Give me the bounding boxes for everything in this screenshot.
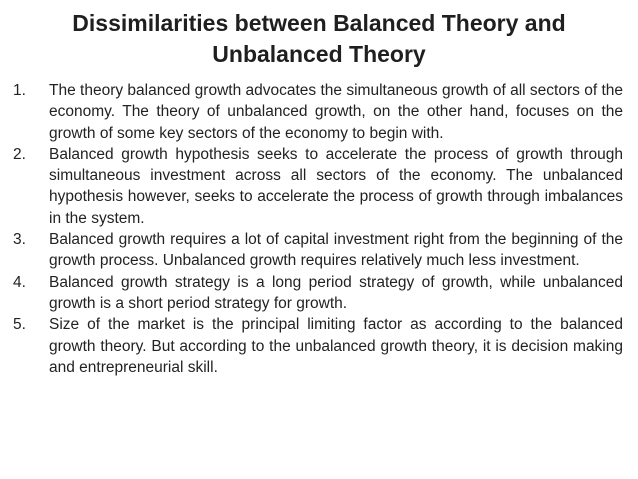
list-item <box>13 272 623 315</box>
list-item-number: 2. <box>13 145 26 163</box>
list-item-number: 4. <box>13 273 26 291</box>
list-item-number: 3. <box>13 231 26 249</box>
list-item-number: 1. <box>13 82 26 99</box>
list-item-text: Balanced growth requires a lot of capital investment right from the beginning of the growth process. Unbalanced growth requires relatively much less investment. <box>49 231 623 270</box>
list-item-text: The theory balanced growth advocates the simultaneous growth of all sectors of the economy. The theory of unbalanced growth, on the other hand, focuses on the growth of some key sectors of the economy to begin with. <box>49 82 623 142</box>
list-item-text: Size of the market is the principal limiting factor as according to the balanced growth theory. But according to the unbalanced growth theory, it is decision making and entrepreneurial skill. <box>49 316 623 376</box>
slide-title: Dissimilarities between Balanced Theory and Unbalanced Theory <box>72 10 566 67</box>
list-item <box>13 314 623 378</box>
list-item-text: Balanced growth hypothesis seeks to accelerate the process of growth through simultaneous investment across all sectors of the economy. The unbalanced hypothesis however, seeks to accelerate the process of growth through imbalances in the system. <box>49 145 623 227</box>
list-item-text: Balanced growth strategy is a long period strategy of growth, while unbalanced growth is a short period strategy for growth. <box>49 273 623 312</box>
list-item <box>13 144 623 229</box>
list-item <box>13 229 623 272</box>
points-list <box>13 80 623 378</box>
list-item-number: 5. <box>13 316 26 334</box>
list-item <box>13 80 623 144</box>
